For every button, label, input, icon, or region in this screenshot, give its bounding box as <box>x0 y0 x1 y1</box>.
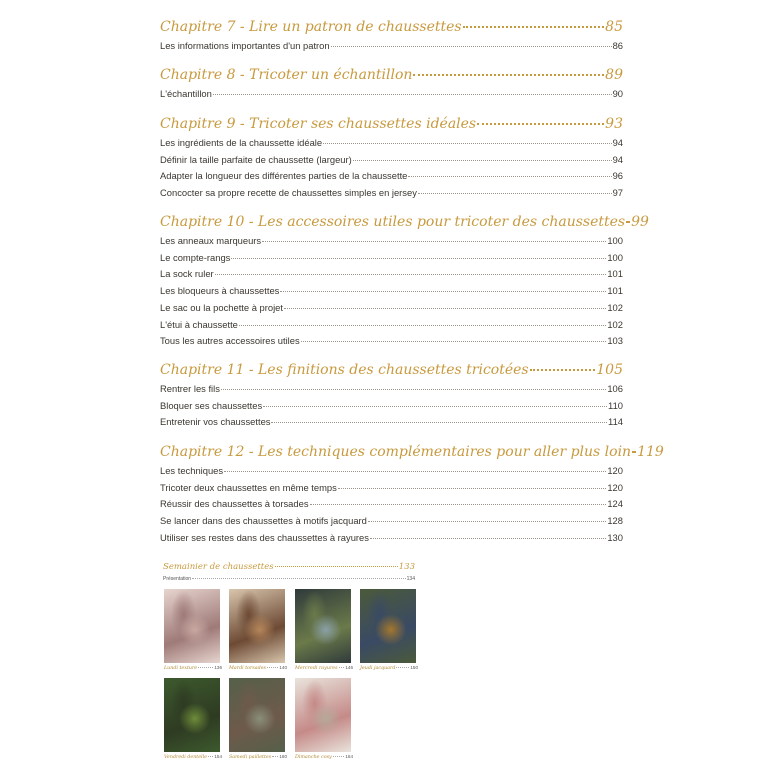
leader-dots <box>370 538 606 539</box>
chapter-title: Chapitre 12 - Les techniques complémentaires pour aller plus loin <box>160 444 632 460</box>
leader-dots <box>323 143 611 144</box>
section-title: Le sac ou la pochette à projet <box>160 302 284 313</box>
leader-dots <box>626 221 630 223</box>
leader-dots <box>301 341 607 342</box>
page-number: 100 <box>607 235 623 246</box>
toc-section-entry[interactable] <box>160 302 623 316</box>
section-title: Les bloqueurs à chaussettes <box>160 285 280 296</box>
day-page-number: 160 <box>279 754 287 759</box>
toc-section-entry[interactable] <box>160 416 623 430</box>
toc-chapter-entry[interactable] <box>160 362 623 382</box>
leader-dots <box>368 521 606 522</box>
leader-dots <box>213 94 612 95</box>
leader-dots <box>208 756 213 757</box>
page-number: 96 <box>612 170 623 181</box>
leader-dots <box>224 471 606 472</box>
toc-section-entry[interactable] <box>160 498 623 512</box>
leader-dots <box>632 451 636 453</box>
leader-dots <box>530 369 596 371</box>
sock-photo <box>295 678 351 752</box>
chapter-title: Chapitre 9 - Tricoter ses chaussettes idéales <box>160 116 477 132</box>
sock-day-caption <box>229 754 287 760</box>
toc-section-entry[interactable] <box>160 40 623 54</box>
leader-dots <box>271 422 607 423</box>
leader-dots <box>396 667 409 668</box>
page-number: 103 <box>607 335 623 346</box>
chapter-title: Chapitre 11 - Les finitions des chaussettes tricotées <box>160 362 529 378</box>
page-number: 90 <box>612 88 623 99</box>
page-number: 102 <box>607 319 623 330</box>
section-title: Tous les autres accessoires utiles <box>160 335 300 346</box>
day-page-number: 146 <box>345 665 353 670</box>
toc-section-entry[interactable] <box>160 383 623 397</box>
toc-section-entry[interactable] <box>160 88 623 102</box>
page-number: 94 <box>612 154 623 165</box>
day-label: Jeudi jacquard <box>360 666 396 671</box>
page-number: 128 <box>607 515 623 526</box>
chapter-title: Chapitre 8 - Tricoter un échantillon <box>160 67 413 83</box>
section-title: Le compte-rangs <box>160 252 231 263</box>
section-title: Rentrer les fils <box>160 383 220 394</box>
page-number: 93 <box>605 116 623 132</box>
section-title: L'échantillon <box>160 88 212 99</box>
toc-chapter-entry[interactable] <box>160 116 623 136</box>
section-title: La sock ruler <box>160 268 214 279</box>
sock-day-card[interactable] <box>164 678 222 760</box>
toc-section-entry[interactable] <box>160 465 623 479</box>
leader-dots <box>262 241 606 242</box>
page-number: 97 <box>612 187 623 198</box>
leader-dots <box>413 74 604 76</box>
sock-day-caption <box>229 665 287 671</box>
page-number: 99 <box>631 214 649 230</box>
day-label: Mardi torsades <box>229 666 266 671</box>
day-label: Samedi paillettes <box>229 755 272 760</box>
toc-chapter-entry[interactable] <box>160 444 664 464</box>
leader-dots <box>477 123 604 125</box>
leader-dots <box>310 504 607 505</box>
toc-chapter-entry[interactable] <box>160 19 623 39</box>
sock-day-caption <box>295 754 353 760</box>
section-title: Se lancer dans des chaussettes à motifs jacquard <box>160 515 367 526</box>
sock-day-card[interactable] <box>229 678 287 760</box>
toc-section-entry[interactable] <box>160 285 623 299</box>
section-title: Adapter la longueur des différentes parties de la chaussette <box>160 170 408 181</box>
page-number: 101 <box>607 268 623 279</box>
page-number: 86 <box>612 40 623 51</box>
sock-photo <box>295 589 351 663</box>
sock-day-card[interactable] <box>164 589 222 671</box>
toc-section-entry[interactable] <box>160 335 623 349</box>
page-number: 114 <box>608 416 623 427</box>
leader-dots <box>231 258 606 259</box>
leader-dots <box>331 46 612 47</box>
sock-photo <box>229 589 285 663</box>
page-number: 105 <box>596 362 623 378</box>
section-title: Les ingrédients de la chaussette idéale <box>160 137 323 148</box>
sock-day-caption <box>164 665 222 671</box>
chapter-title: Chapitre 7 - Lire un patron de chaussettes <box>160 19 462 35</box>
page-number: 124 <box>607 498 623 509</box>
toc-section-entry[interactable] <box>160 532 623 546</box>
toc-chapter-entry[interactable] <box>160 214 649 234</box>
section-title: Définir la taille parfaite de chaussette (largeur) <box>160 154 352 165</box>
day-label: Lundi texture <box>164 666 198 671</box>
leader-dots <box>338 488 607 489</box>
sock-day-caption <box>360 665 418 671</box>
section-title: Tricoter deux chaussettes en même temps <box>160 482 337 493</box>
semainier-page: 133 <box>398 562 415 572</box>
section-title: Les anneaux marqueurs <box>160 235 262 246</box>
page-number: 110 <box>608 400 623 411</box>
section-title: Concocter sa propre recette de chaussettes simples en jersey <box>160 187 417 198</box>
page-number: 120 <box>607 465 623 476</box>
toc-section-entry[interactable] <box>160 252 623 266</box>
toc-section-entry[interactable] <box>160 515 623 529</box>
section-title: Entretenir vos chaussettes <box>160 416 271 427</box>
sock-photo <box>360 589 416 663</box>
toc-chapter-entry[interactable] <box>160 67 623 87</box>
semainier-intro-label: Présentation <box>163 576 192 582</box>
sock-photo <box>164 678 220 752</box>
sock-photo <box>229 678 285 752</box>
toc-section-entry[interactable] <box>160 170 623 184</box>
semainier-intro-entry[interactable] <box>163 576 415 585</box>
leader-dots <box>215 274 607 275</box>
toc-section-entry[interactable] <box>160 235 623 249</box>
page-number: 94 <box>612 137 623 148</box>
toc-section-entry[interactable] <box>160 187 623 201</box>
day-label: Dimanche cosy <box>295 755 332 760</box>
section-title: Les techniques <box>160 465 224 476</box>
sock-day-card[interactable] <box>295 678 353 760</box>
toc-section-entry[interactable] <box>160 319 623 333</box>
sock-day-card[interactable] <box>295 589 353 671</box>
toc-section-entry[interactable] <box>160 154 623 168</box>
section-title: L'étui à chaussette <box>160 319 238 330</box>
sock-day-caption <box>164 754 222 760</box>
page-number: 120 <box>607 482 623 493</box>
leader-dots <box>339 667 345 668</box>
section-title: Utiliser ses restes dans des chaussettes à rayures <box>160 532 369 543</box>
day-page-number: 150 <box>410 665 418 670</box>
page-number: 102 <box>607 302 623 313</box>
page-number: 130 <box>607 532 623 543</box>
sock-day-card[interactable] <box>360 589 418 671</box>
toc-section-entry[interactable] <box>160 137 623 151</box>
day-label: Mercredi rayures <box>295 666 338 671</box>
semainier-heading[interactable] <box>163 562 415 574</box>
leader-dots <box>198 667 213 668</box>
leader-dots <box>221 389 606 390</box>
page-number: 100 <box>607 252 623 263</box>
page-number: 101 <box>607 285 623 296</box>
page-number: 106 <box>607 383 623 394</box>
toc-section-entry[interactable] <box>160 400 623 414</box>
leader-dots <box>275 566 398 567</box>
leader-dots <box>463 26 605 28</box>
leader-dots <box>272 756 278 757</box>
semainier-title: Semainier de chaussettes <box>163 562 274 572</box>
leader-dots <box>353 160 612 161</box>
leader-dots <box>263 406 607 407</box>
semainier-intro-page: 134 <box>406 576 415 582</box>
day-label: Vendredi dentelle <box>164 755 207 760</box>
leader-dots <box>280 291 606 292</box>
toc-section-entry[interactable] <box>160 268 623 282</box>
section-title: Bloquer ses chaussettes <box>160 400 263 411</box>
day-page-number: 164 <box>345 754 353 759</box>
chapter-title: Chapitre 10 - Les accessoires utiles pour tricoter des chaussettes <box>160 214 626 230</box>
toc-section-entry[interactable] <box>160 482 623 496</box>
day-page-number: 136 <box>214 665 222 670</box>
leader-dots <box>284 308 606 309</box>
page-number: 89 <box>605 67 623 83</box>
section-title: Les informations importantes d'un patron <box>160 40 330 51</box>
leader-dots <box>239 325 606 326</box>
day-page-number: 154 <box>214 754 222 759</box>
sock-day-card[interactable] <box>229 589 287 671</box>
page-number: 85 <box>605 19 623 35</box>
day-page-number: 140 <box>279 665 287 670</box>
leader-dots <box>192 578 406 579</box>
section-title: Réussir des chaussettes à torsades <box>160 498 309 509</box>
leader-dots <box>418 193 612 194</box>
leader-dots <box>267 667 278 668</box>
page-number: 119 <box>637 444 664 460</box>
leader-dots <box>408 176 611 177</box>
leader-dots <box>333 756 345 757</box>
sock-day-caption <box>295 665 353 671</box>
sock-photo <box>164 589 220 663</box>
